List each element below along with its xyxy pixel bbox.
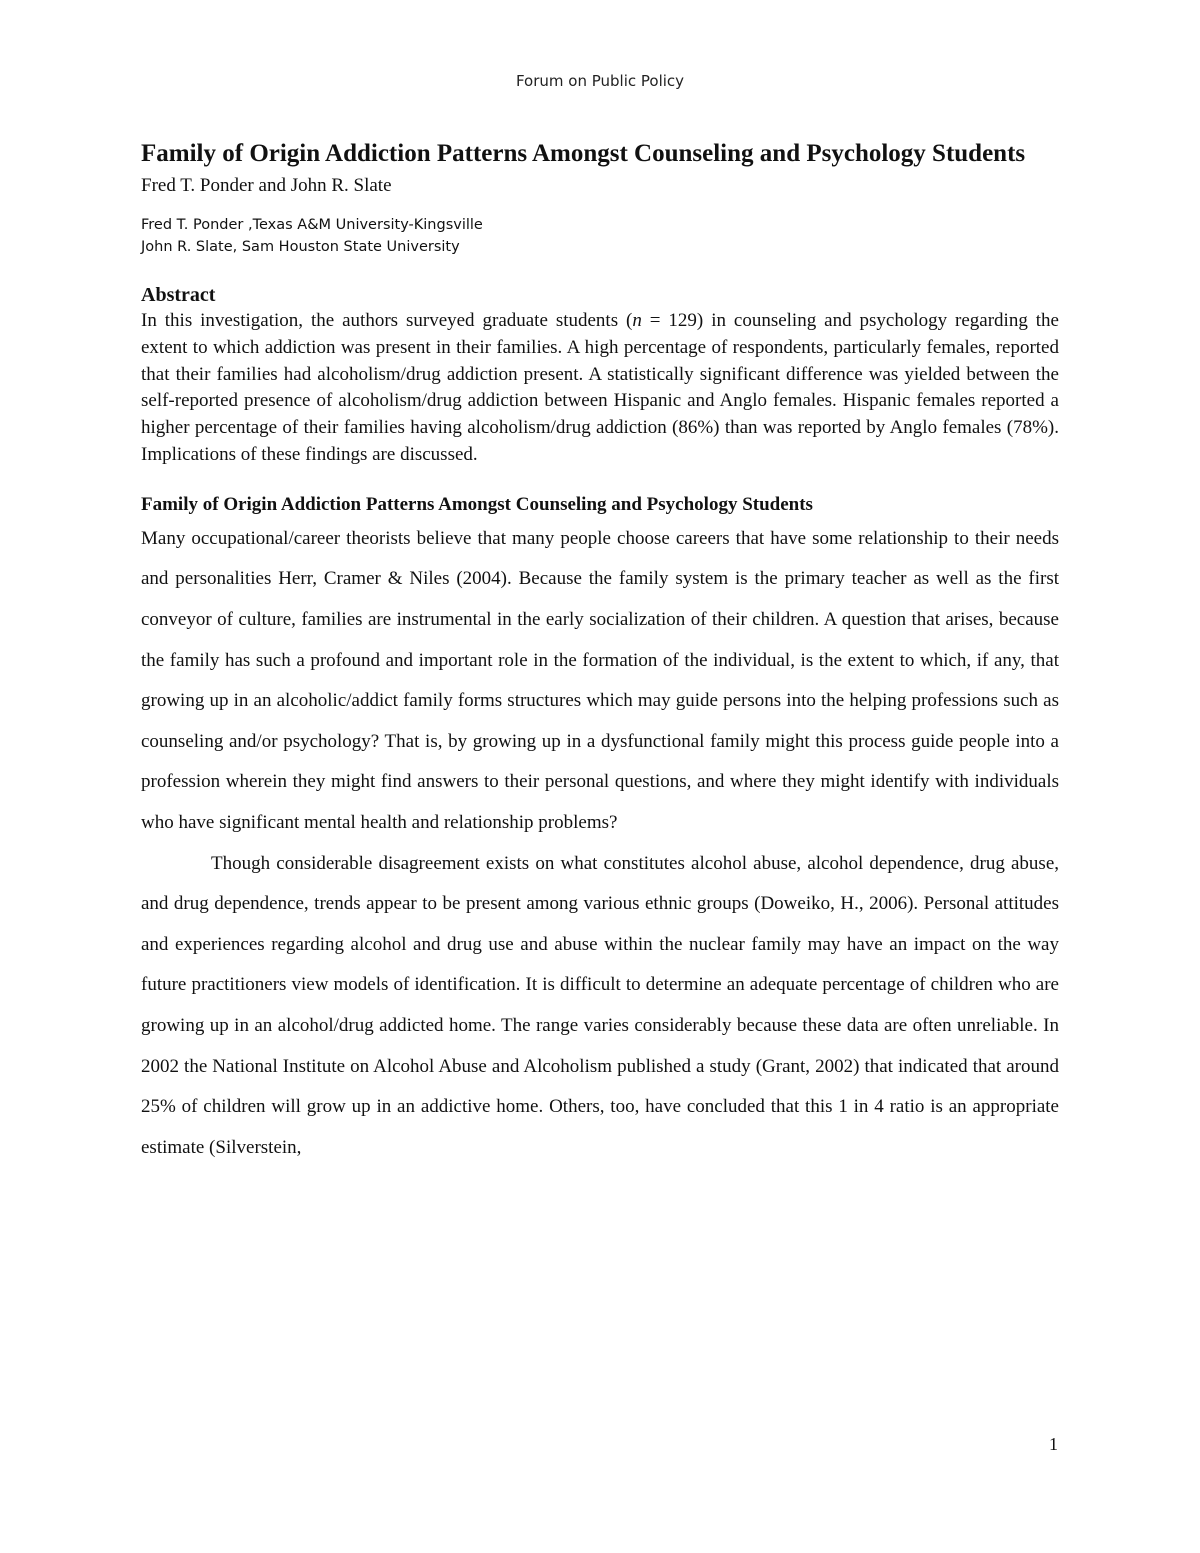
body-paragraph-1: Many occupational/career theorists believe that many people choose careers that have some relationship to their needs and personalities Herr, Cramer & Niles (2004). Because the family system is the primary teacher as well as the first conveyor of culture, families are instrumental in the early socialization of their children. A question that arises, because the family has such a profound and important role in the formation of the individual, is the extent to which, if any, that growing up in an alcoholic/addict family forms structures which may guide persons into the helping professions such as counseling and/or psychology? That is, by growing up in a dysfunctional family might this process guide people into a profession wherein they might find answers to their personal questions, and where they might identify with individuals who have significant mental health and relationship problems? xyxy=(141,527,1059,833)
abstract-text-part2: = 129) in counseling and psychology regarding the extent to which addiction was present in their families. A high percentage of respondents, particularly females, reported that their families had alcoholism/drug addiction present. A statistically significant difference was yielded between the self-reported presence of alcoholism/drug addiction between Hispanic and Anglo females. Hispanic females reported a higher percentage of their families having alcoholism/drug addiction (86%) than was reported by Anglo females (78%). Implications of these findings are discussed. xyxy=(141,310,1059,465)
running-header: Forum on Public Policy xyxy=(515,72,685,90)
abstract-text-part1: In this investigation, the authors surveyed graduate students ( xyxy=(141,310,633,331)
affiliation-ponder: Fred T. Ponder ,Texas A&M University-Kingsville xyxy=(141,217,483,233)
abstract-text xyxy=(141,308,1059,469)
author-line: Fred T. Ponder and John R. Slate xyxy=(141,175,392,196)
page-number: 1 xyxy=(1049,1434,1058,1454)
affiliation-slate: John R. Slate, Sam Houston State University xyxy=(141,239,460,255)
abstract-heading: Abstract xyxy=(141,284,216,306)
body-paragraph-2: Though considerable disagreement exists on what constitutes alcohol abuse, alcohol dependence, drug abuse, and drug dependence, trends appear to be present among various ethnic groups (Doweiko, H., 2006). Personal attitudes and experiences regarding alcohol and drug use and abuse within the nuclear family may have an impact on the way future practitioners view models of identification. It is difficult to determine an adequate percentage of children who are growing up in an alcohol/drug addicted home. The range varies considerably because these data are often unreliable. In 2002 the National Institute on Alcohol Abuse and Alcoholism published a study (Grant, 2002) that indicated that around 25% of children will grow up in an addictive home. Others, too, have concluded that this 1 in 4 ratio is an appropriate estimate (Silverstein, xyxy=(141,852,1059,1158)
section-heading: Family of Origin Addiction Patterns Amongst Counseling and Psychology Students xyxy=(141,493,813,515)
article-title: Family of Origin Addiction Patterns Amongst Counseling and Psychology Students xyxy=(141,140,1026,167)
affiliations xyxy=(141,214,1059,258)
article-content xyxy=(141,138,1059,1168)
sample-size-symbol: n xyxy=(632,310,642,331)
